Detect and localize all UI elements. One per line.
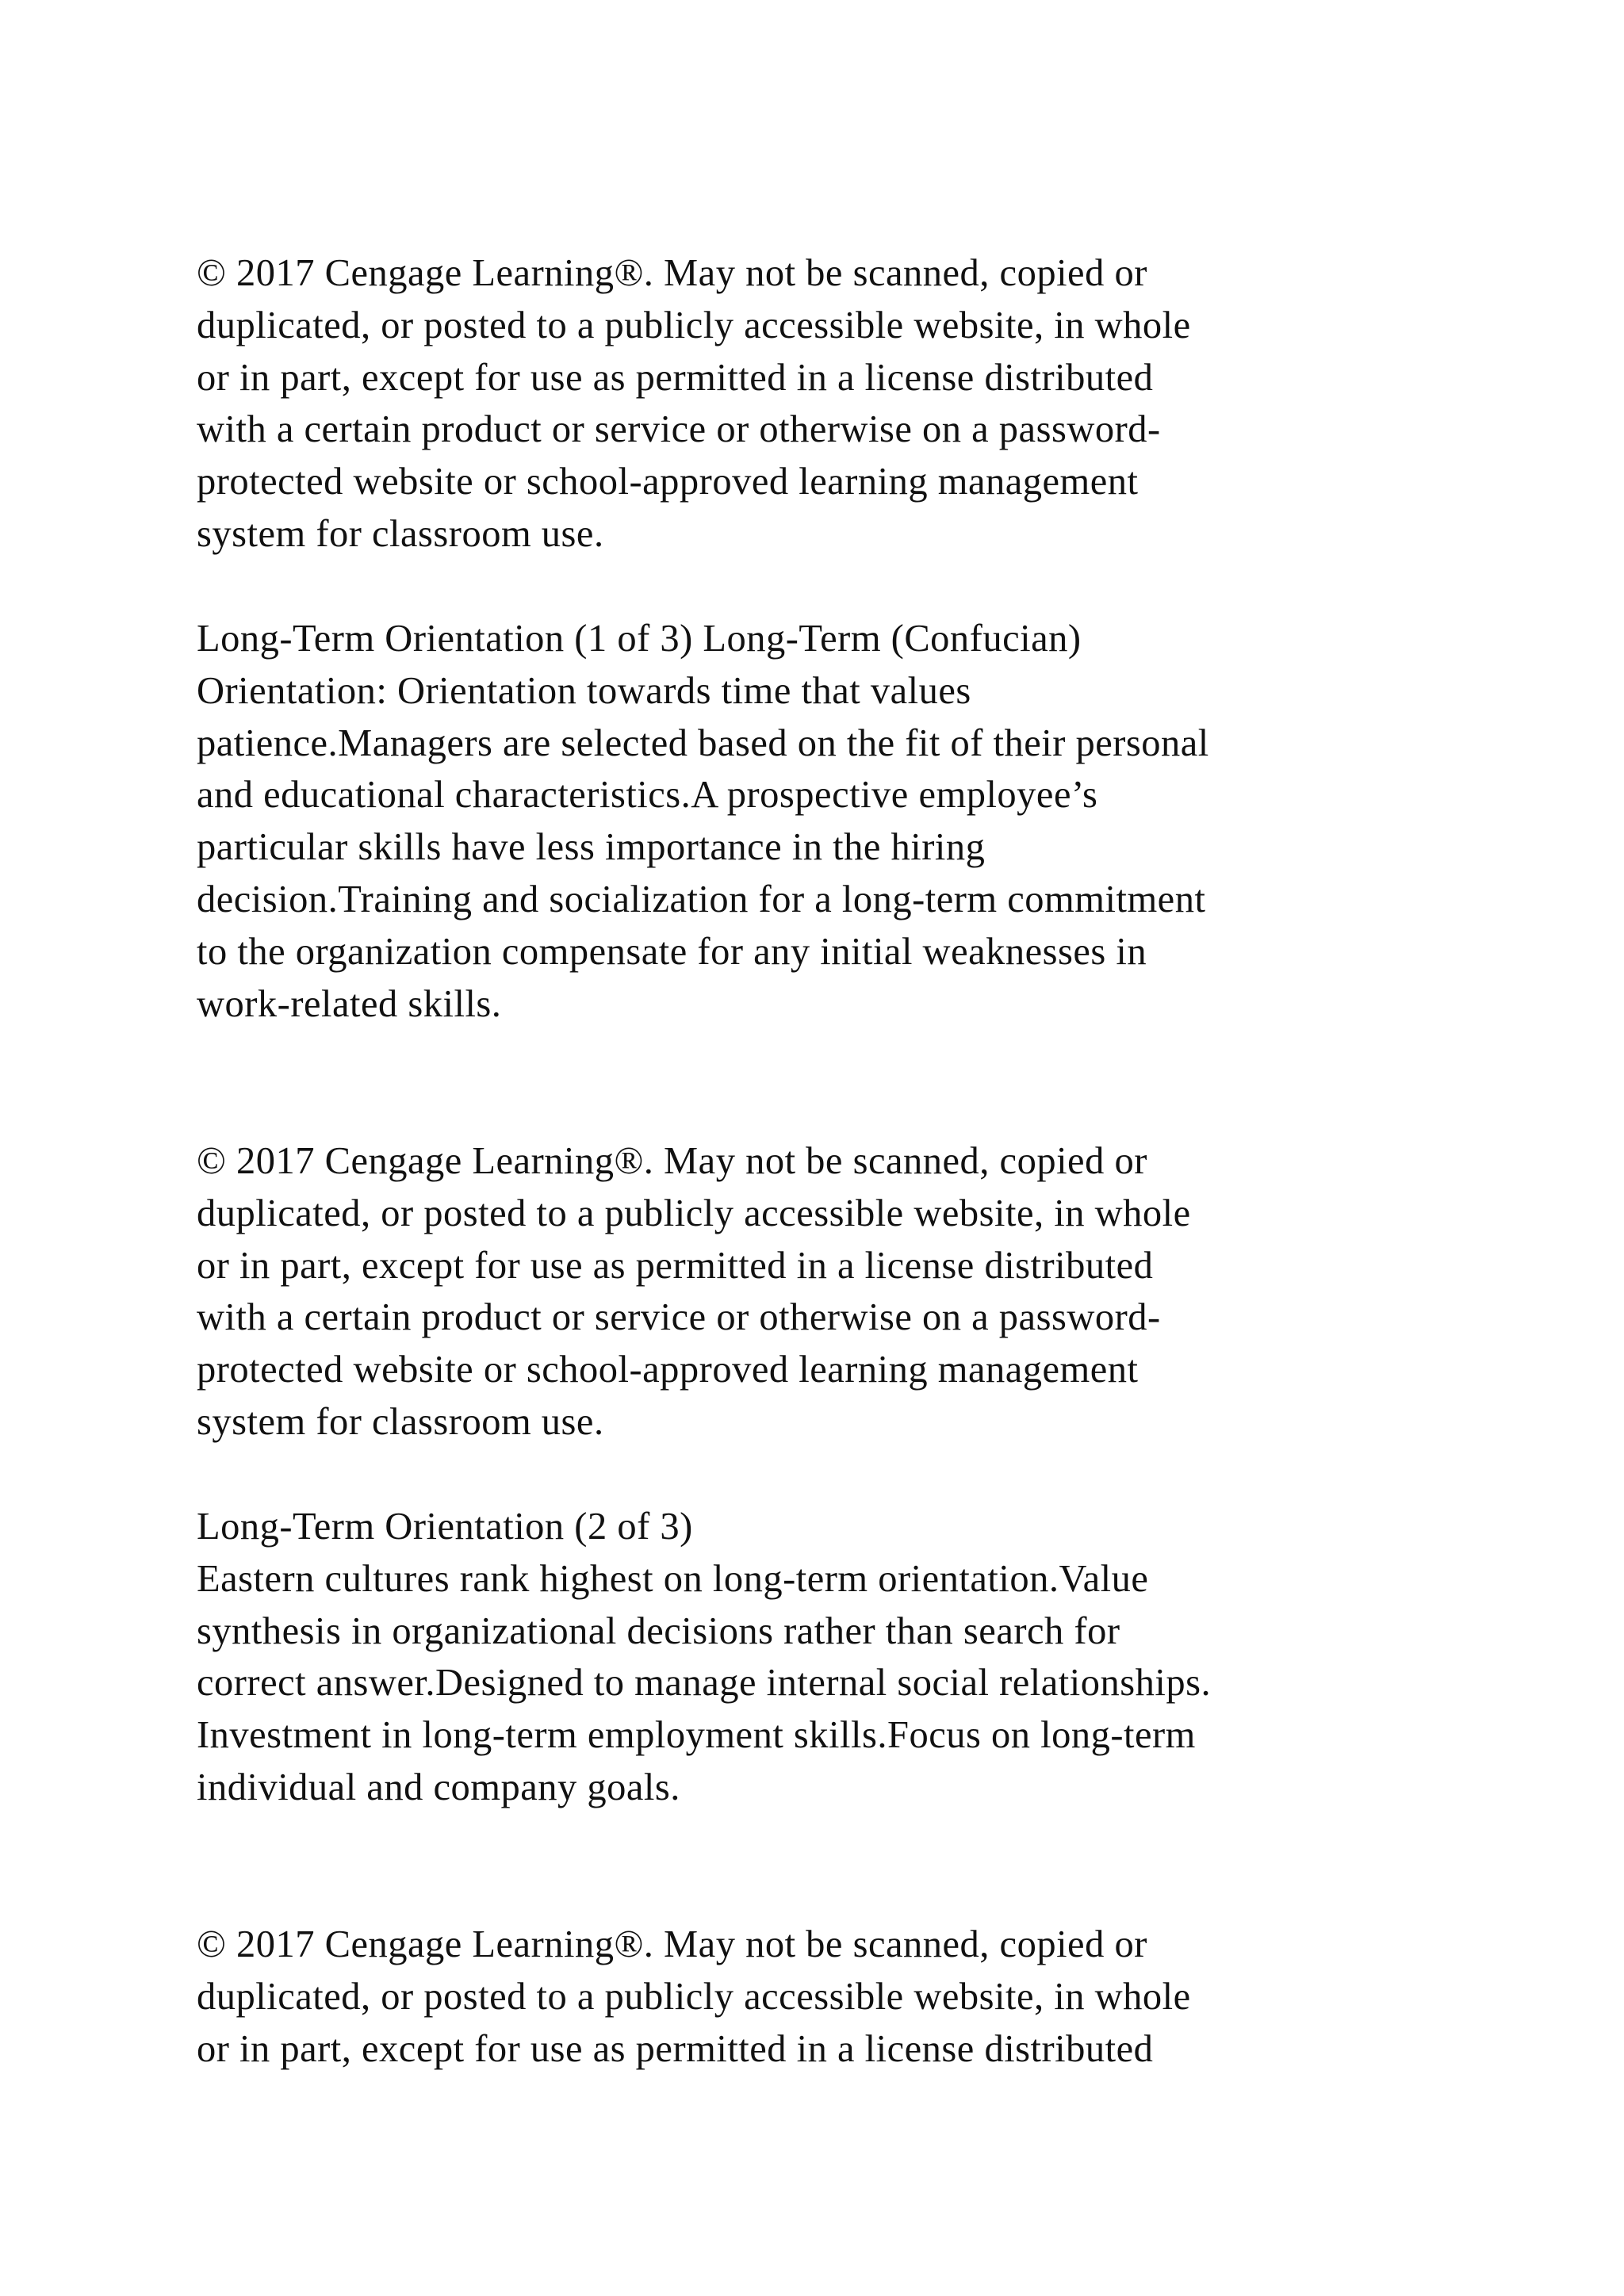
text-line: or in part, except for use as permitted in a license distributed (197, 1244, 1154, 1287)
text-line: work-related skills. (197, 982, 502, 1025)
text-line: individual and company goals. (197, 1766, 680, 1808)
text-line: Long-Term Orientation (1 of 3) Long-Term (Confucian) (197, 618, 1082, 660)
text-line: duplicated, or posted to a publicly accessible website, in whole (197, 1975, 1191, 2018)
text-line: system for classroom use. (197, 1400, 604, 1443)
text-line: Investment in long-term employment skills.Focus on long-term (197, 1714, 1196, 1757)
copyright-notice (197, 1135, 1465, 1448)
copyright-notice (197, 247, 1465, 561)
text-line: Long-Term Orientation (2 of 3) (197, 1506, 693, 1548)
text-line: © 2017 Cengage Learning®. May not be scanned, copied or (197, 252, 1147, 294)
text-line: patience.Managers are selected based on the fit of their personal (197, 721, 1209, 764)
text-line: decision.Training and socialization for a long-term commitment (197, 878, 1206, 920)
text-line: with a certain product or service or otherwise on a password- (197, 1296, 1161, 1339)
text-line: Orientation: Orientation towards time that values (197, 669, 971, 712)
text-line: duplicated, or posted to a publicly accessible website, in whole (197, 304, 1191, 346)
text-line: duplicated, or posted to a publicly accessible website, in whole (197, 1192, 1191, 1234)
text-line: and educational characteristics.A prospective employee’s (197, 774, 1098, 817)
text-line: with a certain product or service or otherwise on a password- (197, 408, 1161, 451)
text-line: protected website or school-approved learning management (197, 461, 1139, 503)
text-line: © 2017 Cengage Learning®. May not be scanned, copied or (197, 1923, 1147, 1965)
copyright-notice (197, 1919, 1465, 2075)
text-line: correct answer.Designed to manage internal social relationships. (197, 1662, 1212, 1705)
text-line: © 2017 Cengage Learning®. May not be scanned, copied or (197, 1140, 1147, 1182)
text-line: particular skills have less importance in the hiring (197, 826, 986, 869)
slide-content-long-term-orientation-2 (197, 1501, 1465, 1814)
text-line: or in part, except for use as permitted in a license distributed (197, 356, 1154, 399)
text-line: protected website or school-approved learning management (197, 1349, 1139, 1391)
text-line: Eastern cultures rank highest on long-term orientation.Value (197, 1557, 1149, 1600)
text-line: or in part, except for use as permitted in a license distributed (197, 2027, 1154, 2070)
text-line: to the organization compensate for any initial weaknesses in (197, 930, 1147, 973)
text-line: synthesis in organizational decisions rather than search for (197, 1609, 1120, 1652)
text-line: system for classroom use. (197, 512, 604, 555)
slide-content-long-term-orientation-1 (197, 613, 1465, 1030)
